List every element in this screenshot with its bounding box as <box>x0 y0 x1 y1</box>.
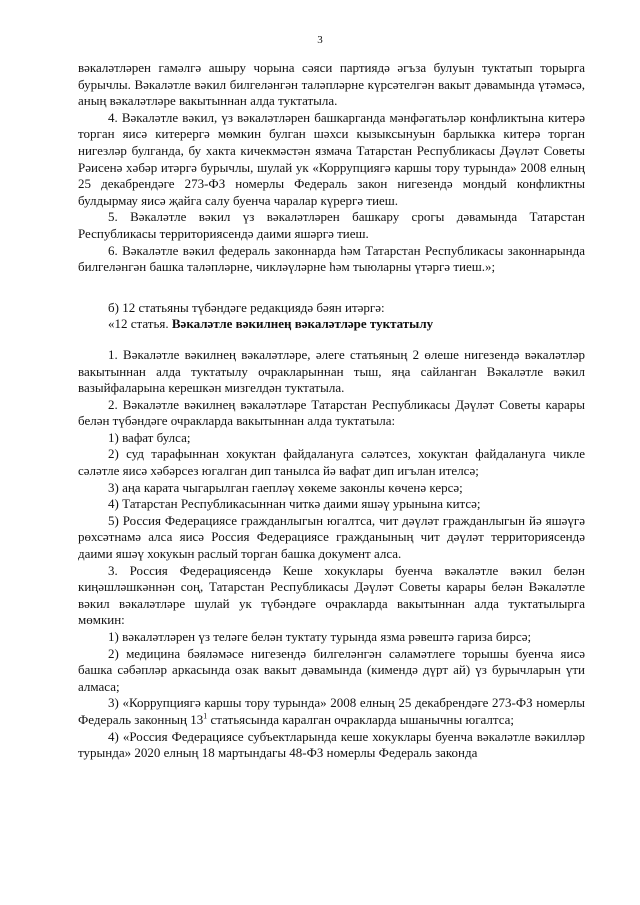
article-part-2: 2. Вәкаләтле вәкилнең вәкаләтләре Татарстан Республикасы Дәүләт Советы карары белән түбәндәге очракларда вакытыннан алда туктатыла: <box>78 396 585 429</box>
article-part-3: 3. Россия Федерациясендә Кеше хокуклары буенча вәкаләтле вәкил белән киңәшләшкәннән соң, Татарстан Республикасы Дәүләт Советы карары белән Вәкаләтле вәкил вәкаләтләре шулай ук түбәндәге очракларда вакытыннан алда туктатылырга мөмкин: <box>78 562 585 628</box>
article-part-1: 1. Вәкаләтле вәкилнең вәкаләтләре, әлеге статьяның 2 өлеше нигезендә вәкаләтләр вакытыннан алда туктатылу очракларыннан тыш, яңа сайланган Вәкаләтле вәкил вазыйфаларына керешкән мизгелдән туктатыла. <box>78 346 585 396</box>
list-item: 2) медицина бәяләмәсе нигезендә билгеләнгән сәламәтлеге торышы буенча яисә башка сәбәпләр аркасында озак вакыт дәвамында (кимендә дүрт ай) үз бурычларын үти алмаса; <box>78 645 585 694</box>
list-item: 4) Татарстан Республикасыннан читкә даими яшәү урынына китсә; <box>108 496 481 512</box>
list-item: 3) аңа карата чыгарылган гаепләү хөкеме законлы көченә керсә; <box>108 479 463 495</box>
list-item: 1) вафат булса; <box>108 429 191 445</box>
spacer <box>78 276 585 300</box>
paragraph-4: 4. Вәкаләтле вәкил, үз вәкаләтләрен башкарганда мәнфәгатьләр конфликтына китерә торган яисә китерергә мөмкин булган шәхси кызыксынуын барлыкка китерә торган нигезләр булганда, бу хакта кичекмәстән язмача Татарстан Республикасы Дәүләт Советы Рәисенә хәбәр итәргә бурычлы, шулай ук «Коррупциягә каршы тору турында» 2008 елның 25 декабрендәге 273-ФЗ номерлы Федераль закон нигезендә мондый конфликтны булдырмау яисә җайга салу буенча чаралар күрергә тиеш. <box>78 109 585 208</box>
page-number: 3 <box>317 34 323 46</box>
paragraph-6: 6. Вәкаләтле вәкил федераль законнарда һәм Татарстан Республикасы законнарында билгеләнгән башка таләпләрне, чикләүләрне һәм тыюларны үтәргә тиеш.»; <box>78 242 585 275</box>
paragraph-continuation: вәкаләтләрен гамәлгә ашыру чорына сәяси партиядә әгъза булуын туктатып торырга бурычлы. Вәкаләтле вәкил билгеләнгән таләпләрне күрсәтелгән вакыт дәвамында үтәмәсә, аның вәкаләтләре вакытыннан алда туктатыла. <box>78 60 585 109</box>
list-item-text: статьясында каралган очракларда ышанычны югалтса; <box>207 711 515 727</box>
list-item-text: 3) «Коррупциягә каршы тору турында» 2008 елның 25 декабрендәге 273-ФЗ номерлы Федераль законның 13 <box>78 695 585 727</box>
document-body <box>78 60 585 762</box>
superscript: 1 <box>203 711 208 721</box>
list-item <box>78 695 585 728</box>
list-item: 5) Россия Федерациясе гражданлыгын югалтса, чит дәүләт гражданлыгын йә яшәүгә рөхсәтнамә алса яисә Россия Федерациясе гражданының чит дәүләт территориясендә даими яшәү хокукын раслый торган башка документ алса. <box>78 512 585 562</box>
article-number: «12 статья. <box>108 316 172 332</box>
list-item: 2) суд тарафыннан хокуктан файдалануга сәләтсез, хокуктан файдалануга чикле сәләтле яисә хәбәрсез югалган дип танылса йә вафат дип игълан ителсә; <box>78 446 585 479</box>
spacer <box>78 333 585 347</box>
amendment-b: б) 12 статьяны түбәндәге редакциядә бәян итәргә: <box>108 299 385 315</box>
list-item: 4) «Россия Федерациясе субъектларында кеше хокуклары буенча вәкаләтле вәкилләр турында» 2020 елның 18 мартындагы 48-ФЗ номерлы Федераль законда <box>78 728 585 761</box>
article-heading <box>78 316 585 333</box>
list-item: 1) вәкаләтләрен үз теләге белән туктату турында язма рәвештә гариза бирсә; <box>108 629 532 644</box>
paragraph-5: 5. Вәкаләтле вәкил үз вәкаләтләрен башкару срогы дәвамында Татарстан Республикасы территориясендә даими яшәргә тиеш. <box>78 209 585 241</box>
article-title: Вәкаләтле вәкилнең вәкаләтләре туктатылу <box>171 316 434 332</box>
